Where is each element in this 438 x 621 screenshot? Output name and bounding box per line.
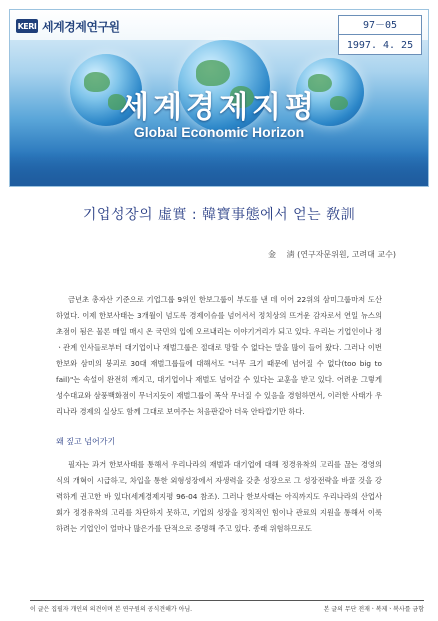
doc-number: 97－05 — [339, 16, 421, 35]
institute-name: 세계경제연구원 — [42, 19, 120, 34]
banner-title: 세계경제지평 — [120, 90, 318, 125]
section-heading: 왜 짚고 넘어가기 — [56, 437, 116, 446]
article-body — [56, 292, 382, 537]
article-author: 金 淸 (연구자문위원, 고려대 교수) — [268, 250, 396, 259]
body-paragraph: 금년초 총자산 기준으로 기업그룹 9위인 한보그룹이 부도를 낸 데 이어 22위의 삼미그룹마저 도산하였다. 이제 한보사태는 3개월이 넘도록 경제이슈를 넘어서서 정치상의 뜨거운 감자로서 연일 뉴스의 초점이 됨은 물론 매일 매시 온 국민의 입에 오르내리는 이야기거리가 되고 있다. 우리는 기업인이나 정ㆍ관계 인사들로부터 대기업이나 재벌그룹은 절대로 망할 수 없다는 말을 많이 들어 왔다. 그러나 이번 한보와 삼미의 붕괴로 30대 재벌그룹들에 대해서도 "너무 크기 때문에 넘어질 수 없다(too big to fail)"는 속설이 완전히 깨지고, 대기업이나 재벌도 넘어갈 수 있다는 교훈을 받고 있다. 어려운 그렇게 성수대교와 삼풍백화점이 무너지듯이 재벌그룹이 폭삭 무너질 수 있음을 경험하면서, 이러한 사태가 우리나라 경제의 실상도 함께 그대로 보여주는 처음판같아 더욱 안타깝기만 하다. — [56, 295, 382, 416]
body-paragraph: 필자는 과거 한보사태를 통해서 우리나라의 재벌과 대기업에 대해 정경유착의 고리를 끊는 경영의식의 개혁이 시급하고, 차입을 통한 외형성장에서 자생력을 갖춘 성장으로 그 성장전략을 바꿀 것을 강력하게 권고한 바 있다(세계경제지평 96-04 참조). 그러나 한보사태는 아직까지도 우리나라의 산업사회가 정경유착의 고리를 차단하지 못하고, 기업의 성장을 정치적인 힘이나 관료의 지원을 통해서 이룩하려는 기업인이 얼마나 많은가를 단적으로 증명해 주고 있다. 종래 위험하므로도 — [56, 460, 382, 533]
doc-date: 1997. 4. 25 — [346, 40, 414, 51]
logo-mark-icon: KERI — [16, 19, 38, 33]
footer-divider — [30, 600, 424, 601]
header-banner — [9, 9, 429, 187]
article-title: 기업성장의 虛實 : 韓寶事態에서 얻는 敎訓 — [82, 207, 356, 223]
institute-logo — [16, 16, 120, 36]
footer-disclaimer: 이 글은 집필자 개인의 의견이며 본 연구원의 공식견해가 아님. — [30, 606, 193, 613]
banner-subtitle: Global Economic Horizon — [133, 124, 305, 140]
footer-copyright: 본 글의 무단 전재ㆍ복제ㆍ복사를 금함 — [323, 606, 424, 613]
banner-bottom-gradient — [10, 152, 428, 186]
document-id-box — [338, 15, 422, 55]
